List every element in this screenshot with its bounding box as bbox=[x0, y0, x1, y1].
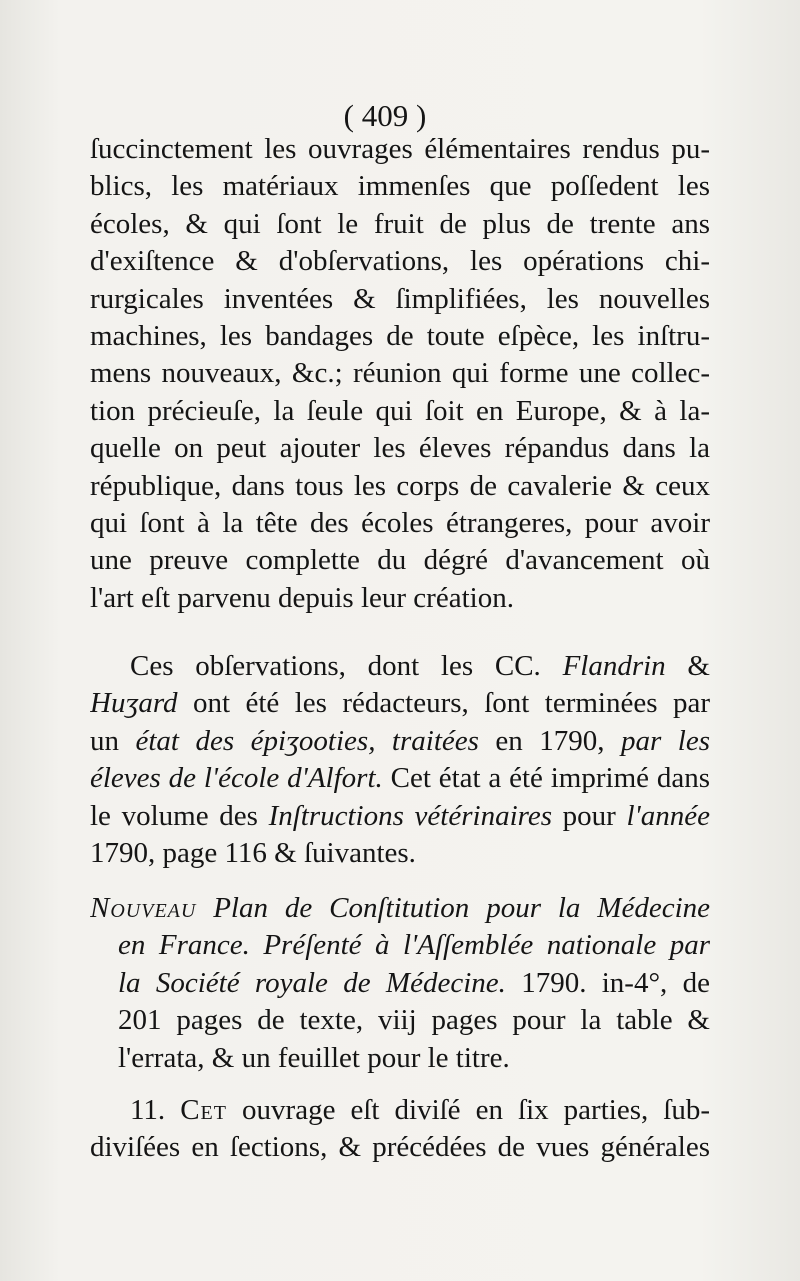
text-line: l'errata, & un feuillet pour le titre. bbox=[118, 1041, 510, 1074]
page-number: ( 409 ) bbox=[343, 98, 427, 133]
text-run: le volume des bbox=[90, 799, 269, 832]
paragraph-2 bbox=[90, 648, 710, 872]
entry-heading: Nouveau bbox=[90, 892, 197, 924]
text-line: l'art eſt parvenu depuis leur création. bbox=[90, 581, 514, 614]
text-line: ſuccinctement les ouvrages élémentaires rendus pu- bbox=[90, 133, 710, 165]
italic-title: état des épiʒooties, traitées bbox=[135, 724, 479, 757]
text-run: Ces obſervations, dont les CC. bbox=[130, 650, 563, 682]
text-line bbox=[90, 1092, 710, 1129]
italic-title: Plan de Conſtitution pour la Médecine bbox=[196, 892, 710, 924]
text-run: ont été les rédacteurs, ſont terminées par bbox=[177, 687, 710, 720]
italic-name: Flandrin bbox=[562, 650, 666, 682]
paragraph-4 bbox=[90, 1092, 710, 1167]
text-line: qui ſont à la tête des écoles étrangeres, pour avoir bbox=[90, 506, 710, 539]
text-line bbox=[90, 760, 710, 797]
text-line: machines, les bandages de toute eſpèce, les inſtru- bbox=[90, 319, 710, 352]
text-line bbox=[90, 890, 710, 927]
text-line: une preuve complette du dégré d'avancement où bbox=[90, 544, 710, 577]
text-run: pour bbox=[552, 799, 627, 832]
text-line: quelle on peut ajouter les éleves répandus dans la bbox=[90, 432, 710, 465]
text-line bbox=[90, 723, 710, 760]
italic-title: par les bbox=[621, 724, 710, 757]
bibliography-entry bbox=[90, 890, 710, 1077]
italic-title: l'année bbox=[626, 799, 710, 832]
text-line bbox=[90, 648, 710, 685]
text-line: 201 pages de texte, viij pages pour la table & bbox=[118, 1004, 710, 1037]
italic-title: la Société royale de Médecine. bbox=[118, 966, 506, 999]
text-line bbox=[90, 965, 710, 1002]
italic-name: Huʒard bbox=[90, 687, 178, 720]
text-line bbox=[90, 927, 710, 964]
smallcaps-word: Cet bbox=[180, 1094, 227, 1126]
text-line: république, dans tous les corps de cavalerie & ceux bbox=[90, 469, 710, 502]
text-line: écoles, & qui ſont le fruit de plus de trente ans bbox=[90, 207, 710, 240]
paragraph-1 bbox=[90, 131, 710, 617]
italic-title: éleves de l'école d'Alfort. bbox=[90, 762, 383, 795]
text-line: mens nouveaux, &c.; réunion qui forme une collec- bbox=[90, 357, 710, 390]
italic-title: Inſtructions vétérinaires bbox=[268, 799, 552, 832]
text-run: 11. bbox=[130, 1094, 181, 1126]
text-line bbox=[90, 685, 710, 722]
text-line: blics, les matériaux immenſes que poſſedent les bbox=[90, 170, 710, 203]
text-line: 1790, page 116 & ſuivantes. bbox=[90, 836, 416, 869]
text-run: ouvrage eſt diviſé en ſix parties, ſub- bbox=[227, 1094, 710, 1126]
text-line bbox=[90, 798, 710, 835]
text-run: & bbox=[665, 650, 710, 682]
text-line: tion précieuſe, la ſeule qui ſoit en Europe, & à la- bbox=[90, 394, 710, 427]
text-line: diviſées en ſections, & précédées de vues générales bbox=[90, 1131, 710, 1164]
text-run: en 1790, bbox=[478, 724, 622, 757]
text-run: 1790. in-4°, de bbox=[505, 966, 710, 999]
text-run: un bbox=[90, 724, 136, 757]
italic-title: en France. Préſenté à l'Aſſemblée nationale par bbox=[118, 929, 710, 962]
text-line: d'exiſtence & d'obſervations, les opérations chi- bbox=[90, 245, 710, 278]
text-line: rurgicales inventées & ſimplifiées, les nouvelles bbox=[90, 282, 710, 315]
text-run: Cet état a été imprimé dans bbox=[382, 762, 710, 795]
